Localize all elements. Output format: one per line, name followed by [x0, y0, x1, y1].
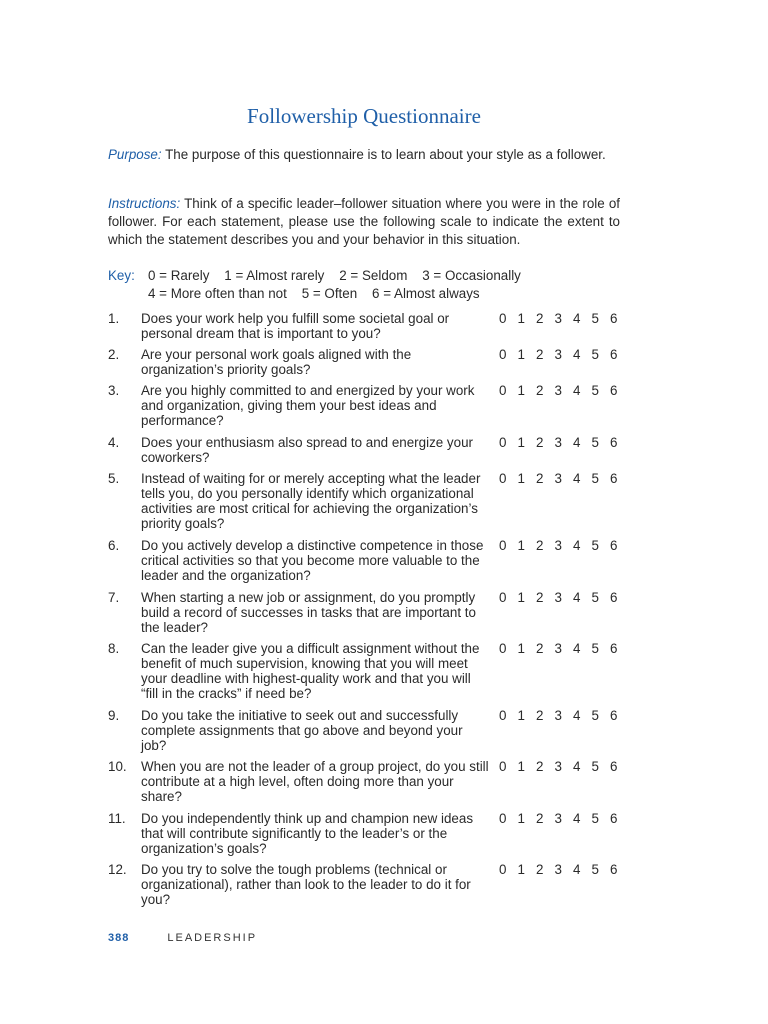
rating-option[interactable]: 0	[499, 759, 507, 774]
question-number: 11.	[108, 811, 126, 826]
key-line-2: 4 = More often than not 5 = Often 6 = Almost always	[148, 286, 480, 301]
rating-option[interactable]: 6	[610, 311, 618, 326]
question-text: Instead of waiting for or merely accepting what the leader tells you, do you personally identify which organizational activities are most critical for achieving the organization’s priority goals?	[141, 471, 481, 531]
rating-scale	[499, 862, 629, 877]
rating-option[interactable]: 2	[536, 538, 544, 553]
rating-option[interactable]: 1	[517, 641, 525, 656]
rating-option[interactable]: 2	[536, 383, 544, 398]
key-line-1: 0 = Rarely 1 = Almost rarely 2 = Seldom 3 = Occasionally	[148, 268, 521, 283]
rating-option[interactable]: 4	[573, 311, 581, 326]
running-title: LEADERSHIP	[167, 932, 258, 944]
rating-option[interactable]: 5	[591, 383, 599, 398]
rating-option[interactable]: 3	[554, 641, 562, 656]
rating-option[interactable]: 5	[591, 759, 599, 774]
rating-option[interactable]: 2	[536, 347, 544, 362]
rating-option[interactable]: 6	[610, 538, 618, 553]
rating-option[interactable]: 3	[554, 347, 562, 362]
rating-option[interactable]: 5	[591, 471, 599, 486]
rating-option[interactable]: 5	[591, 347, 599, 362]
rating-option[interactable]: 2	[536, 811, 544, 826]
rating-option[interactable]: 4	[573, 435, 581, 450]
rating-scale	[499, 471, 629, 486]
rating-option[interactable]: 6	[610, 641, 618, 656]
rating-scale	[499, 641, 629, 656]
rating-option[interactable]: 6	[610, 347, 618, 362]
rating-option[interactable]: 1	[517, 811, 525, 826]
question-text: Do you independently think up and champion new ideas that will contribute significantly to the leader’s or the organization’s goals?	[141, 811, 474, 856]
question-text: Does your enthusiasm also spread to and energize your coworkers?	[141, 435, 473, 465]
rating-option[interactable]: 4	[573, 471, 581, 486]
question-number: 1.	[108, 311, 120, 326]
rating-option[interactable]: 3	[554, 435, 562, 450]
question-text: When you are not the leader of a group project, do you still contribute at a high level, often doing more than your share?	[141, 759, 489, 804]
rating-option[interactable]: 4	[573, 383, 581, 398]
rating-scale	[499, 759, 629, 774]
rating-option[interactable]: 0	[499, 435, 507, 450]
rating-option[interactable]: 1	[517, 708, 525, 723]
rating-option[interactable]: 2	[536, 708, 544, 723]
rating-option[interactable]: 4	[573, 862, 581, 877]
question-number: 9.	[108, 708, 120, 723]
rating-option[interactable]: 1	[517, 435, 525, 450]
rating-option[interactable]: 3	[554, 311, 562, 326]
purpose-label: Purpose:	[108, 147, 162, 162]
rating-option[interactable]: 3	[554, 383, 562, 398]
rating-scale	[499, 538, 629, 553]
rating-option[interactable]: 5	[591, 862, 599, 877]
rating-scale	[499, 590, 629, 605]
rating-option[interactable]: 5	[591, 538, 599, 553]
rating-option[interactable]: 1	[517, 590, 525, 605]
rating-option[interactable]: 4	[573, 811, 581, 826]
rating-option[interactable]: 5	[591, 435, 599, 450]
question-text: Do you take the initiative to seek out and successfully complete assignments that go above and beyond your job?	[141, 708, 463, 753]
rating-option[interactable]: 5	[591, 708, 599, 723]
rating-scale	[499, 708, 629, 723]
rating-option[interactable]: 0	[499, 383, 507, 398]
question-number: 10.	[108, 759, 127, 774]
rating-option[interactable]: 3	[554, 538, 562, 553]
question-text: Can the leader give you a difficult assignment without the benefit of much supervision, knowing that you will meet your deadline with highest-quality work and that you will “fill in the cracks” if need be?	[141, 641, 480, 701]
rating-option[interactable]: 4	[573, 538, 581, 553]
question-text: Do you actively develop a distinctive competence in those critical activities so that you become more valuable to the leader and the organization?	[141, 538, 484, 583]
question-text: When starting a new job or assignment, do you promptly build a record of successes in tasks that are important to the leader?	[141, 590, 476, 635]
rating-option[interactable]: 2	[536, 435, 544, 450]
rating-option[interactable]: 4	[573, 347, 581, 362]
instructions-paragraph	[108, 195, 620, 249]
rating-option[interactable]: 3	[554, 471, 562, 486]
key-label: Key:	[108, 268, 135, 283]
rating-option[interactable]: 1	[517, 383, 525, 398]
rating-option[interactable]: 1	[517, 862, 525, 877]
rating-option[interactable]: 1	[517, 347, 525, 362]
rating-scale	[499, 347, 629, 362]
question-text: Does your work help you fulfill some societal goal or personal dream that is important to you?	[141, 311, 450, 341]
rating-option[interactable]: 3	[554, 811, 562, 826]
rating-option[interactable]: 6	[610, 759, 618, 774]
question-number: 4.	[108, 435, 120, 450]
question-number: 5.	[108, 471, 120, 486]
question-number: 7.	[108, 590, 120, 605]
question-number: 12.	[108, 862, 127, 877]
rating-scale	[499, 435, 629, 450]
rating-option[interactable]: 6	[610, 862, 618, 877]
rating-option[interactable]: 0	[499, 862, 507, 877]
page-footer	[108, 932, 257, 944]
purpose-text: The purpose of this questionnaire is to learn about your style as a follower.	[161, 147, 606, 162]
rating-option[interactable]: 2	[536, 862, 544, 877]
rating-option[interactable]: 2	[536, 590, 544, 605]
rating-option[interactable]: 1	[517, 759, 525, 774]
rating-option[interactable]: 3	[554, 590, 562, 605]
scale-key	[108, 267, 521, 303]
question-number: 2.	[108, 347, 120, 362]
question-text: Are you highly committed to and energized by your work and organization, giving them your best ideas and performance?	[141, 383, 475, 428]
rating-option[interactable]: 6	[610, 471, 618, 486]
rating-option[interactable]: 6	[610, 435, 618, 450]
rating-option[interactable]: 4	[573, 759, 581, 774]
rating-option[interactable]: 5	[591, 311, 599, 326]
rating-option[interactable]: 2	[536, 471, 544, 486]
rating-option[interactable]: 4	[573, 641, 581, 656]
rating-option[interactable]: 2	[536, 759, 544, 774]
instructions-text: Think of a specific leader–follower situation where you were in the role of follower. For each statement, please use the following scale to indicate the extent to which the statement describes you and your behavior in this situation.	[108, 196, 620, 247]
rating-option[interactable]: 4	[573, 708, 581, 723]
rating-option[interactable]: 1	[517, 538, 525, 553]
rating-option[interactable]: 5	[591, 641, 599, 656]
question-number: 6.	[108, 538, 120, 553]
rating-option[interactable]: 3	[554, 759, 562, 774]
rating-scale	[499, 383, 629, 398]
question-text: Do you try to solve the tough problems (technical or organizational), rather than look to the leader to do it for you?	[141, 862, 471, 907]
rating-option[interactable]: 0	[499, 641, 507, 656]
rating-option[interactable]: 0	[499, 811, 507, 826]
rating-option[interactable]: 4	[573, 590, 581, 605]
rating-scale	[499, 311, 629, 326]
instructions-label: Instructions:	[108, 196, 181, 211]
rating-option[interactable]: 3	[554, 862, 562, 877]
rating-option[interactable]: 0	[499, 471, 507, 486]
page-title: Followership Questionnaire	[247, 104, 481, 128]
rating-option[interactable]: 6	[610, 590, 618, 605]
rating-option[interactable]: 6	[610, 811, 618, 826]
question-number: 3.	[108, 383, 120, 398]
question-number: 8.	[108, 641, 120, 656]
rating-option[interactable]: 6	[610, 708, 618, 723]
rating-option[interactable]: 6	[610, 383, 618, 398]
purpose-paragraph	[108, 146, 620, 164]
rating-option[interactable]: 0	[499, 311, 507, 326]
rating-scale	[499, 811, 629, 826]
rating-option[interactable]: 1	[517, 311, 525, 326]
rating-option[interactable]: 0	[499, 708, 507, 723]
rating-option[interactable]: 3	[554, 708, 562, 723]
rating-option[interactable]: 0	[499, 538, 507, 553]
rating-option[interactable]: 0	[499, 590, 507, 605]
rating-option[interactable]: 5	[591, 590, 599, 605]
rating-option[interactable]: 5	[591, 811, 599, 826]
rating-option[interactable]: 2	[536, 641, 544, 656]
question-text: Are your personal work goals aligned with the organization’s priority goals?	[141, 347, 412, 377]
rating-option[interactable]: 2	[536, 311, 544, 326]
rating-option[interactable]: 1	[517, 471, 525, 486]
rating-option[interactable]: 0	[499, 347, 507, 362]
page-number: 388	[108, 932, 130, 944]
